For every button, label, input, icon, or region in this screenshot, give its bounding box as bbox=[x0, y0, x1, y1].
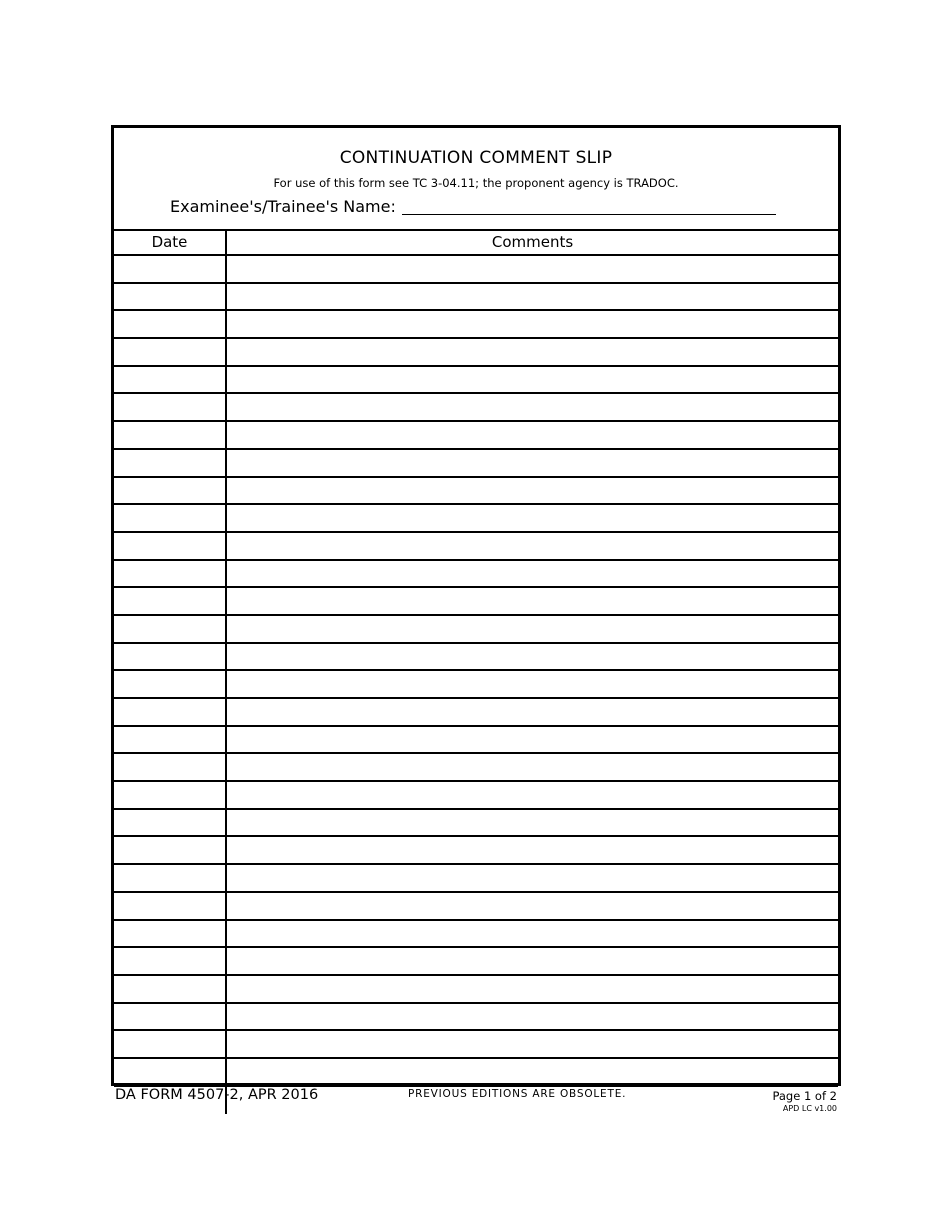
comment-cell[interactable] bbox=[227, 505, 838, 531]
page-info bbox=[772, 1089, 837, 1113]
table-row bbox=[114, 478, 838, 506]
comment-cell[interactable] bbox=[227, 450, 838, 476]
date-column-header: Date bbox=[114, 231, 227, 254]
comment-cell[interactable] bbox=[227, 810, 838, 836]
date-cell[interactable] bbox=[114, 948, 227, 974]
table-body bbox=[114, 256, 838, 1114]
comment-cell[interactable] bbox=[227, 616, 838, 642]
date-cell[interactable] bbox=[114, 450, 227, 476]
date-cell[interactable] bbox=[114, 810, 227, 836]
comment-cell[interactable] bbox=[227, 727, 838, 753]
comment-cell[interactable] bbox=[227, 588, 838, 614]
table-row bbox=[114, 450, 838, 478]
comment-cell[interactable] bbox=[227, 561, 838, 587]
page-number: Page 1 of 2 bbox=[772, 1089, 837, 1103]
comment-cell[interactable] bbox=[227, 921, 838, 947]
table-row bbox=[114, 394, 838, 422]
table-row bbox=[114, 533, 838, 561]
date-cell[interactable] bbox=[114, 671, 227, 697]
comment-cell[interactable] bbox=[227, 671, 838, 697]
date-cell[interactable] bbox=[114, 754, 227, 780]
table-row bbox=[114, 699, 838, 727]
date-cell[interactable] bbox=[114, 339, 227, 365]
comment-cell[interactable] bbox=[227, 394, 838, 420]
date-cell[interactable] bbox=[114, 478, 227, 504]
date-cell[interactable] bbox=[114, 588, 227, 614]
table-row bbox=[114, 339, 838, 367]
date-cell[interactable] bbox=[114, 837, 227, 863]
table-row bbox=[114, 422, 838, 450]
comment-cell[interactable] bbox=[227, 837, 838, 863]
name-label: Examinee's/Trainee's Name: bbox=[170, 197, 396, 216]
date-cell[interactable] bbox=[114, 1004, 227, 1030]
date-cell[interactable] bbox=[114, 422, 227, 448]
comment-cell[interactable] bbox=[227, 754, 838, 780]
table-row bbox=[114, 976, 838, 1004]
date-cell[interactable] bbox=[114, 865, 227, 891]
table-row bbox=[114, 1059, 838, 1087]
table-row bbox=[114, 644, 838, 672]
date-cell[interactable] bbox=[114, 644, 227, 670]
table-row bbox=[114, 1031, 838, 1059]
comment-cell[interactable] bbox=[227, 1059, 838, 1085]
date-cell[interactable] bbox=[114, 1059, 227, 1085]
date-cell[interactable] bbox=[114, 782, 227, 808]
name-field[interactable] bbox=[402, 196, 776, 215]
form-subtitle: For use of this form see TC 3-04.11; the proponent agency is TRADOC. bbox=[273, 176, 679, 190]
date-cell[interactable] bbox=[114, 1031, 227, 1057]
table-row bbox=[114, 284, 838, 312]
form-header bbox=[114, 128, 838, 231]
table-row bbox=[114, 782, 838, 810]
date-cell[interactable] bbox=[114, 727, 227, 753]
table-row bbox=[114, 561, 838, 589]
comment-cell[interactable] bbox=[227, 478, 838, 504]
date-cell[interactable] bbox=[114, 533, 227, 559]
date-cell[interactable] bbox=[114, 699, 227, 725]
table-row bbox=[114, 754, 838, 782]
form-title: CONTINUATION COMMENT SLIP bbox=[339, 148, 613, 168]
table-row bbox=[114, 727, 838, 755]
date-cell[interactable] bbox=[114, 616, 227, 642]
table-row bbox=[114, 893, 838, 921]
comment-cell[interactable] bbox=[227, 284, 838, 310]
table-row bbox=[114, 921, 838, 949]
comment-cell[interactable] bbox=[227, 644, 838, 670]
table-row bbox=[114, 810, 838, 838]
date-cell[interactable] bbox=[114, 311, 227, 337]
table-row bbox=[114, 505, 838, 533]
comment-cell[interactable] bbox=[227, 699, 838, 725]
date-cell[interactable] bbox=[114, 367, 227, 393]
version-label: APD LC v1.00 bbox=[782, 1104, 837, 1113]
editions-note: PREVIOUS EDITIONS ARE OBSOLETE. bbox=[408, 1088, 627, 1100]
comment-cell[interactable] bbox=[227, 1004, 838, 1030]
table-row bbox=[114, 865, 838, 893]
table-row bbox=[114, 1004, 838, 1032]
comment-cell[interactable] bbox=[227, 311, 838, 337]
comments-table bbox=[114, 231, 838, 1114]
table-row bbox=[114, 311, 838, 339]
table-row bbox=[114, 588, 838, 616]
table-row bbox=[114, 671, 838, 699]
comment-cell[interactable] bbox=[227, 339, 838, 365]
comment-cell[interactable] bbox=[227, 782, 838, 808]
form-frame bbox=[111, 125, 841, 1086]
comment-cell[interactable] bbox=[227, 533, 838, 559]
comment-cell[interactable] bbox=[227, 865, 838, 891]
table-row bbox=[114, 256, 838, 284]
date-cell[interactable] bbox=[114, 256, 227, 282]
comment-cell[interactable] bbox=[227, 422, 838, 448]
date-cell[interactable] bbox=[114, 561, 227, 587]
form-number: DA FORM 4507-2, APR 2016 bbox=[115, 1087, 319, 1103]
comment-cell[interactable] bbox=[227, 976, 838, 1002]
comment-cell[interactable] bbox=[227, 256, 838, 282]
table-row bbox=[114, 837, 838, 865]
date-cell[interactable] bbox=[114, 394, 227, 420]
date-cell[interactable] bbox=[114, 976, 227, 1002]
date-cell[interactable] bbox=[114, 505, 227, 531]
table-row bbox=[114, 367, 838, 395]
table-row bbox=[114, 948, 838, 976]
table-row bbox=[114, 616, 838, 644]
date-cell[interactable] bbox=[114, 893, 227, 919]
date-cell[interactable] bbox=[114, 921, 227, 947]
comment-cell[interactable] bbox=[227, 893, 838, 919]
comments-column-header: Comments bbox=[491, 233, 574, 251]
date-cell[interactable] bbox=[114, 284, 227, 310]
comment-cell[interactable] bbox=[227, 948, 838, 974]
comment-cell[interactable] bbox=[227, 367, 838, 393]
comment-cell[interactable] bbox=[227, 1031, 838, 1057]
table-header bbox=[114, 231, 838, 256]
name-row bbox=[170, 196, 776, 216]
